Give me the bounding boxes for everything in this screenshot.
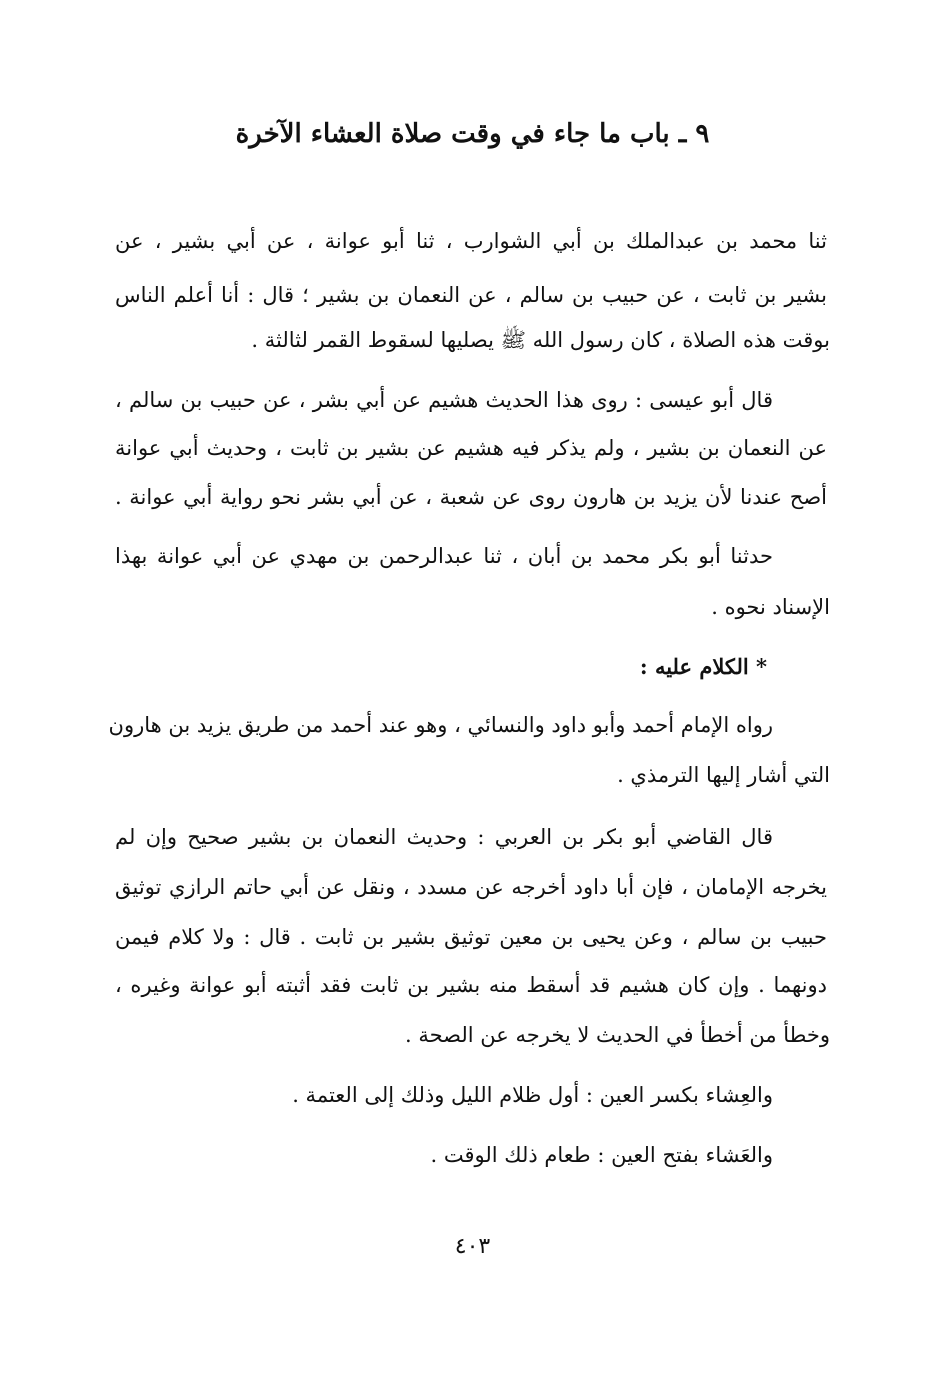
text-line: قال أبو عيسى : روى هذا الحديث هشيم عن أبي بشر ، عن حبيب بن سالم ، (115, 388, 773, 412)
text-line: ثنا محمد بن عبدالملك بن أبي الشوارب ، ثنا أبو عوانة ، عن أبي بشير ، عن (115, 229, 827, 253)
text-line: أصح عندنا لأن يزيد بن هارون روى عن شعبة ، عن أبي بشر نحو رواية أبي عوانة . (115, 485, 827, 509)
text-line: عن النعمان بن بشير ، ولم يذكر فيه هشيم عن بشير بن ثابت ، وحديث أبي عوانة (115, 436, 827, 460)
text-line: التي أشار إليها الترمذي . (617, 763, 830, 787)
definition-line: والعَشاء بفتح العين : طعام ذلك الوقت . (430, 1143, 773, 1167)
definition-line: والعِشاء بكسر العين : أول ظلام الليل وذلك إلى العتمة . (292, 1083, 773, 1107)
page-number: ٤٠٣ (454, 1234, 491, 1259)
text-line: حبيب بن سالم ، وعن يحيى بن معين توثيق بشير بن ثابت . قال : ولا كلام فيمن (115, 925, 827, 949)
commentary-heading: * الكلام عليه : (639, 654, 767, 679)
text-line: الإسناد نحوه . (711, 595, 830, 619)
text-line: بشير بن ثابت ، عن حبيب بن سالم ، عن النعمان بن بشير ؛ قال : أنا أعلم الناس (115, 283, 827, 307)
text-line: دونهما . وإن كان هشيم قد أسقط منه بشير بن ثابت فقد أثبته أبو عوانة وغيره ، (115, 973, 827, 997)
text-line: قال القاضي أبو بكر بن العربي : وحديث النعمان بن بشير صحيح وإن لم (115, 825, 773, 849)
chapter-heading: ٩ ـ باب ما جاء في وقت صلاة العشاء الآخرة (235, 119, 710, 149)
text-line: بوقت هذه الصلاة ، كان رسول الله ﷺ يصليها لسقوط القمر لثالثة . (251, 328, 830, 352)
text-line: حدثنا أبو بكر محمد بن أبان ، ثنا عبدالرحمن بن مهدي عن أبي عوانة بهذا (115, 544, 773, 568)
text-line: وخطأ من أخطأ في الحديث لا يخرجه عن الصحة . (405, 1023, 830, 1047)
text-line: رواه الإمام أحمد وأبو داود والنسائي ، وهو عند أحمد من طريق يزيد بن هارون (108, 713, 773, 737)
text-line: يخرجه الإمامان ، فإن أبا داود أخرجه عن مسدد ، ونقل عن أبي حاتم الرازي توثيق (115, 875, 827, 899)
